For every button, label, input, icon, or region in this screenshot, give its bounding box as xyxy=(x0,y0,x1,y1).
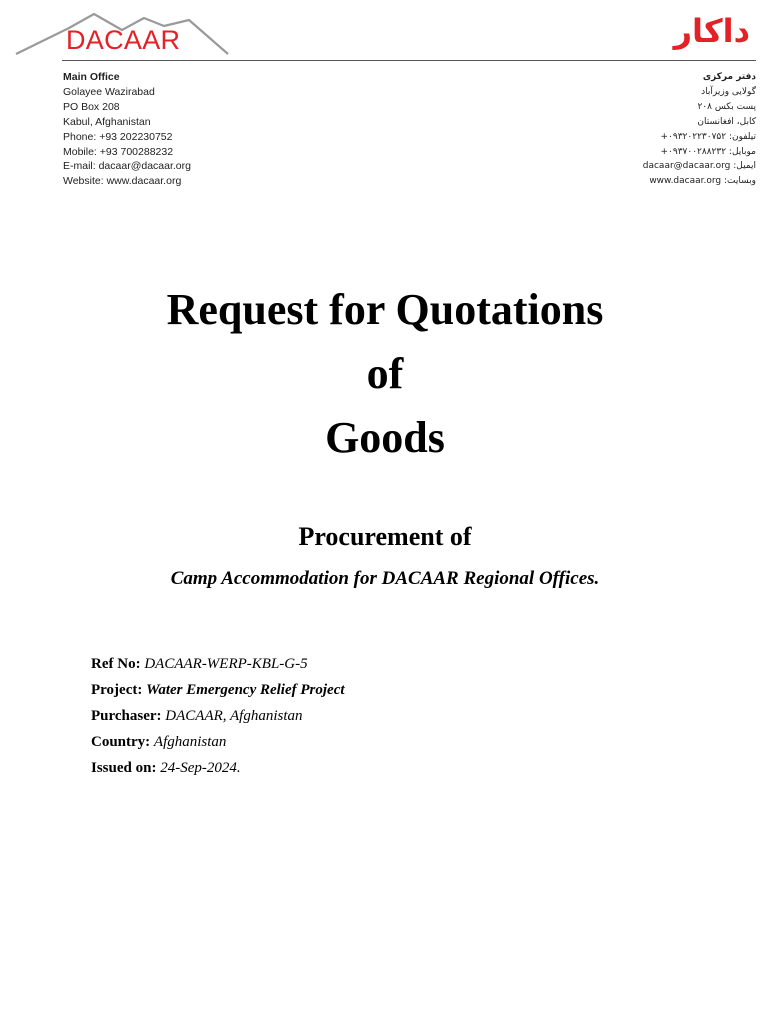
detail-value: Afghanistan xyxy=(153,734,227,750)
logo-text: DACAAR xyxy=(66,25,181,55)
detail-value: Water Emergency Relief Project xyxy=(146,682,345,698)
email-line: E-mail: dacaar@dacaar.org xyxy=(63,160,191,173)
title-line: Request for Quotations xyxy=(166,285,604,334)
detail-value: 24-Sep-2024. xyxy=(160,760,241,776)
address-title: Main Office xyxy=(63,71,120,83)
detail-value: DACAAR, Afghanistan xyxy=(165,708,303,724)
title-line: Goods xyxy=(325,413,445,462)
address-line: Kabul, Afghanistan xyxy=(63,115,151,128)
detail-label: Ref No: xyxy=(91,656,141,672)
mobile-line: Mobile: +93 700288232 xyxy=(63,145,174,158)
document-title xyxy=(0,278,770,470)
dacaar-logo xyxy=(14,10,234,60)
address-line-dari: گولایی وزیرآباد xyxy=(701,86,756,97)
detail-label: Project: xyxy=(91,682,143,698)
address-line-dari: کابل، افغانستان xyxy=(697,116,756,127)
main-office-address-dari xyxy=(643,70,756,189)
detail-label: Purchaser: xyxy=(91,708,162,724)
email-line-dari: ایمیل: dacaar@dacaar.org xyxy=(642,161,756,172)
address-title-dari: دفتر مرکزی xyxy=(702,72,756,82)
address-line: Golayee Wazirabad xyxy=(63,85,155,98)
address-line: PO Box 208 xyxy=(63,100,120,113)
title-line: of xyxy=(366,349,404,398)
procurement-description: Camp Accommodation for DACAAR Regional Offices. xyxy=(170,568,600,589)
detail-row-purchaser xyxy=(91,703,345,729)
address-line-dari: پست بکس ۲۰۸ xyxy=(697,101,756,112)
mobile-line-dari: موبایل: ۰۹۳۷۰۰۲۸۸۲۳۲+ xyxy=(660,146,756,157)
phone-line-dari: تیلفون: ۰۹۳۲۰۲۲۳۰۷۵۲+ xyxy=(660,131,756,142)
reference-details xyxy=(91,651,345,781)
detail-label: Issued on: xyxy=(91,760,157,776)
website-line: Website: www.dacaar.org xyxy=(63,175,182,188)
arabic-logo-text: داکار xyxy=(673,12,750,50)
detail-value: DACAAR-WERP-KBL-G-5 xyxy=(144,656,308,672)
header-divider xyxy=(62,60,756,61)
main-office-address xyxy=(63,70,191,189)
phone-line: Phone: +93 202230752 xyxy=(63,130,173,143)
procurement-heading: Procurement of xyxy=(298,522,472,551)
detail-row-issued-on xyxy=(91,755,345,781)
detail-row-project xyxy=(91,677,345,703)
website-line-dari: وبسایت: www.dacaar.org xyxy=(649,176,756,187)
detail-label: Country: xyxy=(91,734,151,750)
detail-row-country xyxy=(91,729,345,755)
detail-row-ref-no xyxy=(91,651,345,677)
